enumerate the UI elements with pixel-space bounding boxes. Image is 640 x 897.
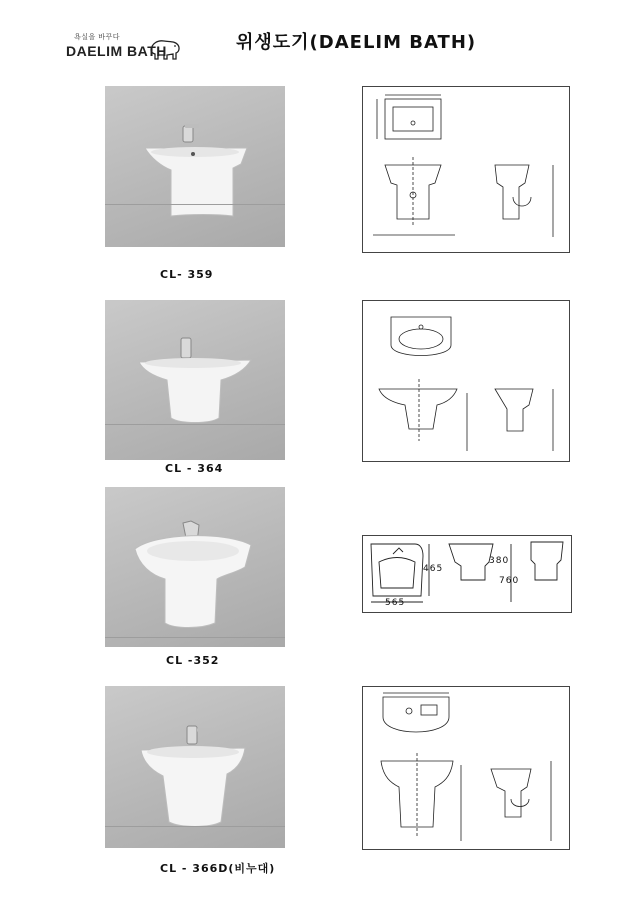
product-photo-cl-352 [105,487,285,647]
product-photo-cl-364 [105,300,285,460]
brand-logo [62,30,182,66]
basin-illustration [105,487,285,647]
basin-illustration [105,300,285,460]
basin-illustration [105,686,285,848]
product-code-cl-352: CL -352 [166,654,220,667]
height-dimension-label: 760 [499,576,520,586]
logo-brand-text: DAELIM BATH [66,43,167,59]
polar-bear-icon [148,36,182,62]
width-dimension-label: 565 [385,598,406,608]
technical-drawing-cl-359 [362,86,570,253]
product-photo-cl-366d [105,686,285,848]
basin-illustration [105,86,285,247]
technical-drawing-cl-364 [362,300,570,462]
logo-tagline: 욕실을 바꾸다 [74,34,121,41]
depth-dimension-label: 465 [423,564,444,574]
page-title: 위생도기(DAELIM BATH) [236,32,477,53]
back-dimension-label: 380 [489,556,510,566]
technical-drawing-cl-352 [362,535,572,613]
product-code-cl-366d: CL - 366D(비누대) [160,862,276,875]
product-photo-cl-359 [105,86,285,247]
product-code-cl-359: CL- 359 [160,268,214,281]
product-code-cl-364: CL - 364 [165,462,224,475]
technical-drawing-cl-366d [362,686,570,850]
